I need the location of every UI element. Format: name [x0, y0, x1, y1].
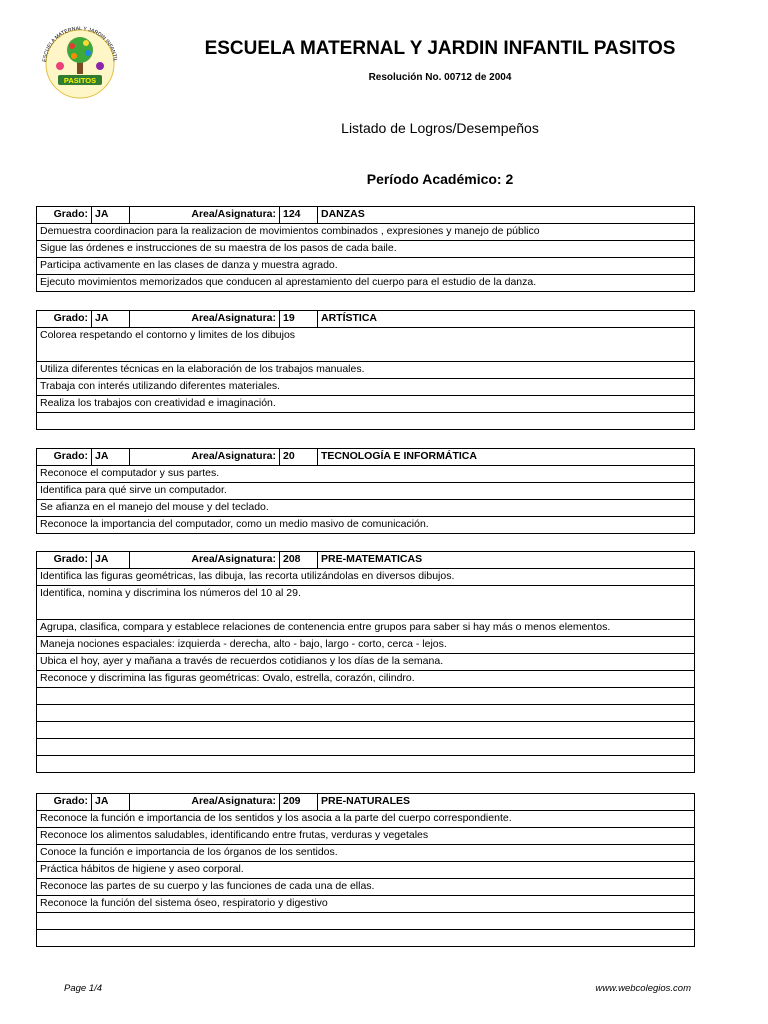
grade-value: JA — [92, 207, 130, 224]
achievement-row — [37, 328, 695, 362]
achievement-text — [37, 739, 695, 756]
grade-label: Grado: — [37, 794, 92, 811]
achievement-row — [37, 224, 695, 241]
achievement-text: Colorea respetando el contorno y limites de los dibujos — [37, 328, 695, 362]
logo-label: PASITOS — [63, 76, 97, 85]
subject-code: 19 — [280, 311, 318, 328]
logo-arc-text: ESCUELA MATERNAL Y JARDIN INFANTIL — [42, 25, 118, 63]
achievement-text: Reconoce la función e importancia de los sentidos y los asocia a la parte del cuerpo correspondiente. — [37, 811, 695, 828]
achievement-text — [37, 705, 695, 722]
resolution-number: Resolución No. 00712 de 2004 — [368, 72, 512, 83]
achievement-text: Reconoce y discrimina las figuras geométricas: Ovalo, estrella, corazón, cilindro. — [37, 671, 695, 688]
achievement-row — [37, 811, 695, 828]
subject-header-row — [37, 207, 695, 224]
subject-name: DANZAS — [318, 207, 695, 224]
achievement-row — [37, 637, 695, 654]
grade-value: JA — [92, 552, 130, 569]
area-label: Area/Asignatura: — [130, 449, 280, 466]
achievement-text: Ejecuto movimientos memorizados que conducen al aprestamiento del cuerpo para el estudio de la danza. — [37, 275, 695, 292]
achievement-text: Conoce la función e importancia de los órganos de los sentidos. — [37, 845, 695, 862]
area-label: Area/Asignatura: — [130, 207, 280, 224]
subject-name: PRE-NATURALES — [318, 794, 695, 811]
achievement-row — [37, 913, 695, 930]
subject-table — [36, 206, 695, 292]
achievement-text: Participa activamente en las clases de danza y muestra agrado. — [37, 258, 695, 275]
achievement-text: Trabaja con interés utilizando diferentes materiales. — [37, 379, 695, 396]
grade-value: JA — [92, 311, 130, 328]
subject-header-row — [37, 794, 695, 811]
achievement-text — [37, 688, 695, 705]
area-label: Area/Asignatura: — [130, 311, 280, 328]
subject-code: 20 — [280, 449, 318, 466]
achievement-row — [37, 896, 695, 913]
achievement-text — [37, 413, 695, 430]
school-name: ESCUELA MATERNAL Y JARDIN INFANTIL PASITOS — [204, 38, 676, 59]
achievement-text: Reconoce los alimentos saludables, identificando entre frutas, verduras y vegetales — [37, 828, 695, 845]
achievement-row — [37, 413, 695, 430]
achievement-row — [37, 671, 695, 688]
grade-label: Grado: — [37, 552, 92, 569]
achievement-row — [37, 500, 695, 517]
achievement-text: Reconoce las partes de su cuerpo y las funciones de cada una de ellas. — [37, 879, 695, 896]
achievement-text: Ubica el hoy, ayer y mañana a través de recuerdos cotidianos y los días de la semana. — [37, 654, 695, 671]
achievement-row — [37, 620, 695, 637]
achievement-row — [37, 258, 695, 275]
achievement-row — [37, 379, 695, 396]
achievement-row — [37, 362, 695, 379]
achievement-row — [37, 722, 695, 739]
page-number: Page 1/4 — [64, 983, 103, 994]
grade-label: Grado: — [37, 207, 92, 224]
page-header — [0, 0, 768, 110]
subject-header-row — [37, 552, 695, 569]
achievement-row — [37, 739, 695, 756]
grade-label: Grado: — [37, 449, 92, 466]
achievement-row — [37, 569, 695, 586]
achievement-row — [37, 396, 695, 413]
achievement-row — [37, 688, 695, 705]
achievement-text: Identifica, nomina y discrimina los números del 10 al 29. — [37, 586, 695, 620]
website-link[interactable]: www.webcolegios.com — [595, 983, 691, 994]
achievement-text: Reconoce la función del sistema óseo, respiratorio y digestivo — [37, 896, 695, 913]
achievement-text — [37, 930, 695, 947]
achievement-row — [37, 586, 695, 620]
achievement-text: Utiliza diferentes técnicas en la elaboración de los trabajos manuales. — [37, 362, 695, 379]
achievement-text — [37, 756, 695, 773]
achievement-row — [37, 517, 695, 534]
subject-table — [36, 448, 695, 534]
grade-value: JA — [92, 449, 130, 466]
academic-period: Período Académico: 2 — [366, 171, 514, 187]
subject-name: PRE-MATEMATICAS — [318, 552, 695, 569]
achievement-text: Sigue las órdenes e instrucciones de su maestra de los pasos de cada baile. — [37, 241, 695, 258]
area-label: Area/Asignatura: — [130, 794, 280, 811]
achievement-row — [37, 930, 695, 947]
achievement-row — [37, 879, 695, 896]
achievement-row — [37, 275, 695, 292]
achievement-row — [37, 756, 695, 773]
achievement-text: Demuestra coordinacion para la realizacion de movimientos combinados , expresiones y manejo de público — [37, 224, 695, 241]
achievement-text — [37, 722, 695, 739]
achievement-text: Reconoce el computador y sus partes. — [37, 466, 695, 483]
subject-header-row — [37, 449, 695, 466]
grade-value: JA — [92, 794, 130, 811]
achievement-row — [37, 654, 695, 671]
subject-table — [36, 310, 695, 430]
subject-name: ARTÍSTICA — [318, 311, 695, 328]
achievement-text: Reconoce la importancia del computador, como un medio masivo de comunicación. — [37, 517, 695, 534]
grade-label: Grado: — [37, 311, 92, 328]
achievement-row — [37, 241, 695, 258]
achievement-row — [37, 705, 695, 722]
achievement-text: Maneja nociones espaciales: izquierda - derecha, alto - bajo, largo - corto, cerca - lejos. — [37, 637, 695, 654]
subject-header-row — [37, 311, 695, 328]
achievement-text: Identifica las figuras geométricas, las dibuja, las recorta utilizándolas en diversos dibujos. — [37, 569, 695, 586]
subject-code: 208 — [280, 552, 318, 569]
subject-code: 209 — [280, 794, 318, 811]
school-logo — [36, 20, 124, 100]
subject-name: TECNOLOGÍA E INFORMÁTICA — [318, 449, 695, 466]
achievement-row — [37, 828, 695, 845]
achievement-text: Realiza los trabajos con creatividad e imaginación. — [37, 396, 695, 413]
area-label: Area/Asignatura: — [130, 552, 280, 569]
subject-code: 124 — [280, 207, 318, 224]
achievement-text: Práctica hábitos de higiene y aseo corporal. — [37, 862, 695, 879]
achievement-text: Se afianza en el manejo del mouse y del teclado. — [37, 500, 695, 517]
subject-table — [36, 551, 695, 773]
achievement-row — [37, 483, 695, 500]
document-title: Listado de Logros/Desempeños — [341, 120, 539, 136]
achievement-text: Agrupa, clasifica, compara y establece relaciones de contenencia entre grupos para saber si hay más o menos elementos. — [37, 620, 695, 637]
achievement-text: Identifica para qué sirve un computador. — [37, 483, 695, 500]
achievement-text — [37, 913, 695, 930]
achievement-row — [37, 862, 695, 879]
achievement-row — [37, 845, 695, 862]
subject-table — [36, 793, 695, 947]
achievement-row — [37, 466, 695, 483]
